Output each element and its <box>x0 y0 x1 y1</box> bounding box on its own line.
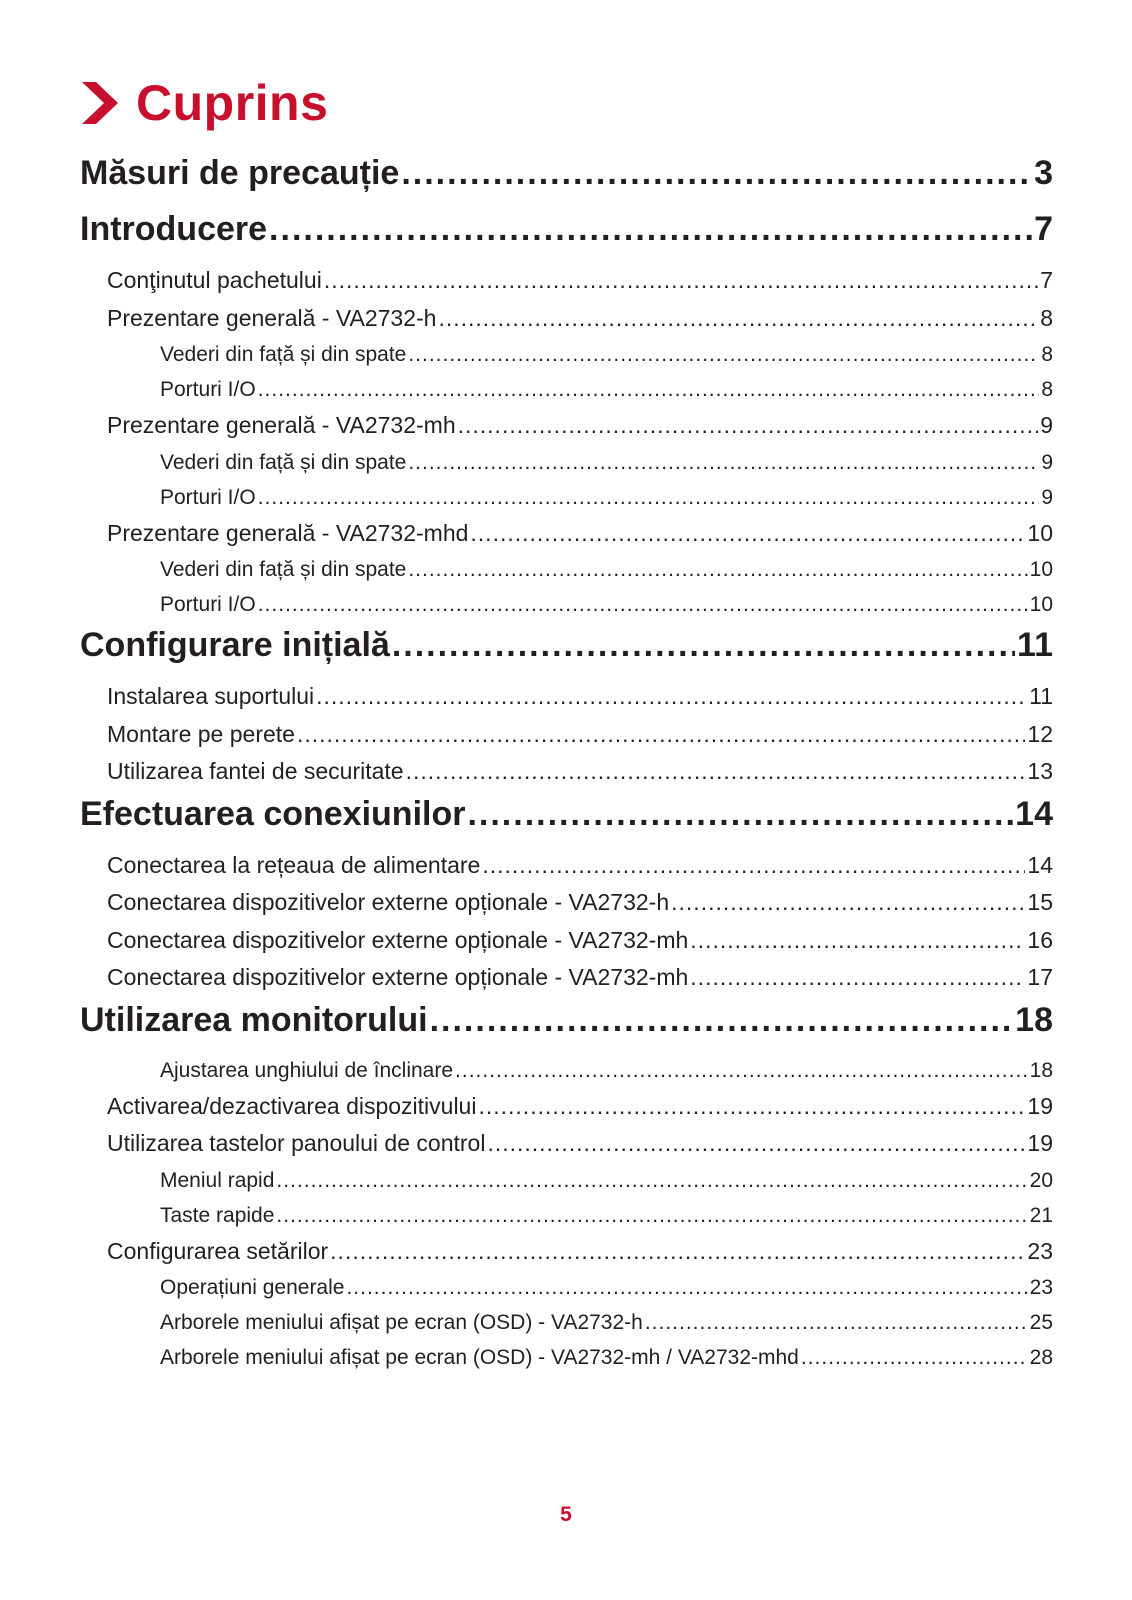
dot-leader <box>455 1053 1028 1088</box>
dot-leader <box>438 300 1038 338</box>
page-number: 5 <box>560 1503 572 1526</box>
toc-entry-title: Efectuarea conexiunilor <box>80 794 466 833</box>
toc-entry-level-2[interactable] <box>107 884 1053 922</box>
toc-entry-level-3[interactable] <box>160 480 1053 515</box>
dot-leader <box>458 407 1039 445</box>
toc-entry-level-2[interactable] <box>107 300 1053 338</box>
toc-entry-title: Utilizarea fantei de securitate <box>107 758 404 784</box>
toc-entry-level-3[interactable] <box>160 372 1053 407</box>
toc-entry-level-2[interactable] <box>107 1088 1053 1126</box>
toc-entry-title: Porturi I/O <box>160 593 256 616</box>
dot-leader <box>297 716 1025 754</box>
toc-entry-title: Instalarea suportului <box>107 683 315 709</box>
toc-entry-page: 23 <box>1029 1276 1053 1299</box>
toc-entry-title: Porturi I/O <box>160 485 256 509</box>
toc-entry-title: Conectarea dispozitivelor externe opționale - VA2732-mh <box>107 926 689 953</box>
toc-entry-level-1[interactable] <box>80 206 1053 262</box>
toc-entry-level-3[interactable] <box>160 1340 1053 1375</box>
dot-leader <box>269 206 1032 252</box>
toc-entry-level-3[interactable] <box>160 1163 1053 1198</box>
toc-entry-page: 9 <box>1041 450 1053 474</box>
toc-entry-page: 10 <box>1029 593 1053 616</box>
toc-entry-page: 12 <box>1027 720 1053 747</box>
toc-entry-title: Ajustarea unghiului de înclinare <box>160 1058 454 1082</box>
dot-leader <box>330 1233 1025 1271</box>
toc-entry-level-2[interactable] <box>107 407 1053 445</box>
dot-leader <box>392 622 1015 668</box>
dot-leader <box>408 552 1027 587</box>
toc-entry-page: 15 <box>1027 889 1053 915</box>
dot-leader <box>324 262 1038 300</box>
toc-entry-page: 21 <box>1029 1203 1053 1227</box>
toc-entry-page: 9 <box>1041 485 1053 509</box>
toc-entry-level-2[interactable] <box>107 922 1053 960</box>
toc-entry-page: 14 <box>1027 851 1053 878</box>
toc-entry-title: Meniul rapid <box>160 1168 275 1192</box>
toc-entry-level-3[interactable] <box>160 1270 1053 1305</box>
toc-entry-level-1[interactable] <box>80 150 1053 206</box>
toc-entry-level-2[interactable] <box>107 515 1053 553</box>
toc-entry-page: 8 <box>1040 304 1053 331</box>
dot-leader <box>408 337 1039 372</box>
toc-entry-level-2[interactable] <box>107 959 1053 997</box>
toc-entry-title: Prezentare generală - VA2732-h <box>107 304 437 331</box>
dot-leader <box>408 445 1039 480</box>
toc-entry-page: 10 <box>1027 519 1053 546</box>
dot-leader <box>470 515 1025 553</box>
toc-entry-title: Introducere <box>80 210 268 248</box>
toc-entry-page: 9 <box>1040 412 1053 438</box>
table-of-contents <box>80 150 1053 1375</box>
toc-entry-title: Utilizarea tastelor panoului de control <box>107 1130 486 1156</box>
toc-entry-title: Conectarea dispozitivelor externe opționale - VA2732-h <box>107 889 670 915</box>
toc-entry-title: Configurare inițială <box>80 626 390 664</box>
toc-entry-level-2[interactable] <box>107 1125 1053 1163</box>
toc-entry-level-3[interactable] <box>160 445 1053 480</box>
dot-leader <box>258 372 1040 407</box>
toc-entry-page: 7 <box>1040 267 1053 293</box>
toc-entry-title: Configurarea setărilor <box>107 1237 329 1264</box>
toc-entry-title: Arborele meniului afișat pe ecran (OSD) - VA2732-h <box>160 1311 643 1334</box>
toc-entry-level-1[interactable] <box>80 997 1053 1053</box>
dot-leader <box>316 678 1027 716</box>
toc-entry-title: Taste rapide <box>160 1203 275 1227</box>
toc-entry-level-1[interactable] <box>80 622 1053 678</box>
toc-entry-level-3[interactable] <box>160 587 1053 622</box>
toc-entry-page: 28 <box>1029 1346 1053 1369</box>
toc-entry-page: 8 <box>1041 343 1053 366</box>
dot-leader <box>671 884 1025 922</box>
toc-entry-page: 13 <box>1027 758 1053 784</box>
toc-entry-title: Conectarea la rețeaua de alimentare <box>107 851 481 878</box>
toc-entry-title: Conectarea dispozitivelor externe opționale - VA2732-mh <box>107 964 689 990</box>
toc-entry-level-3[interactable] <box>160 1198 1053 1233</box>
toc-entry-page: 17 <box>1027 964 1053 990</box>
dot-leader <box>487 1125 1025 1163</box>
toc-entry-level-2[interactable] <box>107 678 1053 716</box>
toc-entry-page: 18 <box>1015 1000 1053 1039</box>
dot-leader <box>467 791 1013 837</box>
toc-entry-title: Prezentare generală - VA2732-mhd <box>107 519 469 546</box>
toc-entry-page: 19 <box>1027 1130 1053 1156</box>
toc-entry-level-3[interactable] <box>160 1053 1053 1088</box>
toc-entry-title: Arborele meniului afișat pe ecran (OSD) - VA2732-mh / VA2732-mhd <box>160 1346 799 1369</box>
toc-entry-page: 18 <box>1029 1058 1053 1082</box>
dot-leader <box>401 150 1032 196</box>
dot-leader <box>478 1088 1025 1126</box>
dot-leader <box>346 1270 1027 1305</box>
toc-entry-title: Montare pe perete <box>107 720 295 747</box>
toc-entry-page: 10 <box>1029 558 1053 581</box>
toc-entry-level-3[interactable] <box>160 1305 1053 1340</box>
page-header <box>80 74 328 132</box>
dot-leader <box>258 587 1028 622</box>
toc-entry-page: 25 <box>1029 1311 1053 1334</box>
toc-entry-page: 7 <box>1034 210 1053 248</box>
toc-entry-level-2[interactable] <box>107 716 1053 754</box>
toc-entry-page: 8 <box>1041 378 1053 401</box>
toc-entry-level-3[interactable] <box>160 337 1053 372</box>
toc-entry-level-2[interactable] <box>107 847 1053 885</box>
toc-entry-title: Vederi din față și din spate <box>160 558 407 581</box>
dot-leader <box>801 1340 1028 1375</box>
dot-leader <box>430 997 1014 1043</box>
toc-entry-title: Prezentare generală - VA2732-mh <box>107 412 456 438</box>
toc-entry-page: 3 <box>1034 154 1053 192</box>
dot-leader <box>690 922 1025 960</box>
toc-entry-page: 20 <box>1029 1168 1053 1192</box>
toc-entry-page: 11 <box>1029 683 1053 709</box>
toc-entry-title: Măsuri de precauție <box>80 154 400 192</box>
toc-entry-level-2[interactable] <box>107 1233 1053 1271</box>
dot-leader <box>690 959 1025 997</box>
toc-entry-title: Vederi din față și din spate <box>160 450 407 474</box>
toc-entry-page: 23 <box>1027 1237 1053 1264</box>
toc-entry-page: 11 <box>1017 626 1053 664</box>
toc-entry-title: Operațiuni generale <box>160 1276 345 1299</box>
dot-leader <box>482 847 1025 885</box>
toc-entry-page: 16 <box>1027 926 1053 953</box>
toc-entry-title: Utilizarea monitorului <box>80 1000 428 1039</box>
toc-entry-page: 19 <box>1027 1092 1053 1119</box>
toc-entry-level-1[interactable] <box>80 791 1053 847</box>
toc-entry-level-2[interactable] <box>107 262 1053 300</box>
dot-leader <box>406 753 1026 791</box>
toc-entry-page: 14 <box>1015 794 1053 833</box>
dot-leader <box>276 1163 1027 1198</box>
toc-entry-level-3[interactable] <box>160 552 1053 587</box>
toc-entry-title: Porturi I/O <box>160 378 256 401</box>
dot-leader <box>276 1198 1027 1233</box>
toc-entry-title: Vederi din față și din spate <box>160 343 407 366</box>
chevron-right-icon <box>80 80 120 126</box>
dot-leader <box>645 1305 1028 1340</box>
dot-leader <box>258 480 1040 515</box>
page-title: Cuprins <box>136 75 329 131</box>
toc-entry-title: Activarea/dezactivarea dispozitivului <box>107 1092 477 1119</box>
toc-entry-title: Conţinutul pachetului <box>107 267 322 293</box>
toc-entry-level-2[interactable] <box>107 753 1053 791</box>
